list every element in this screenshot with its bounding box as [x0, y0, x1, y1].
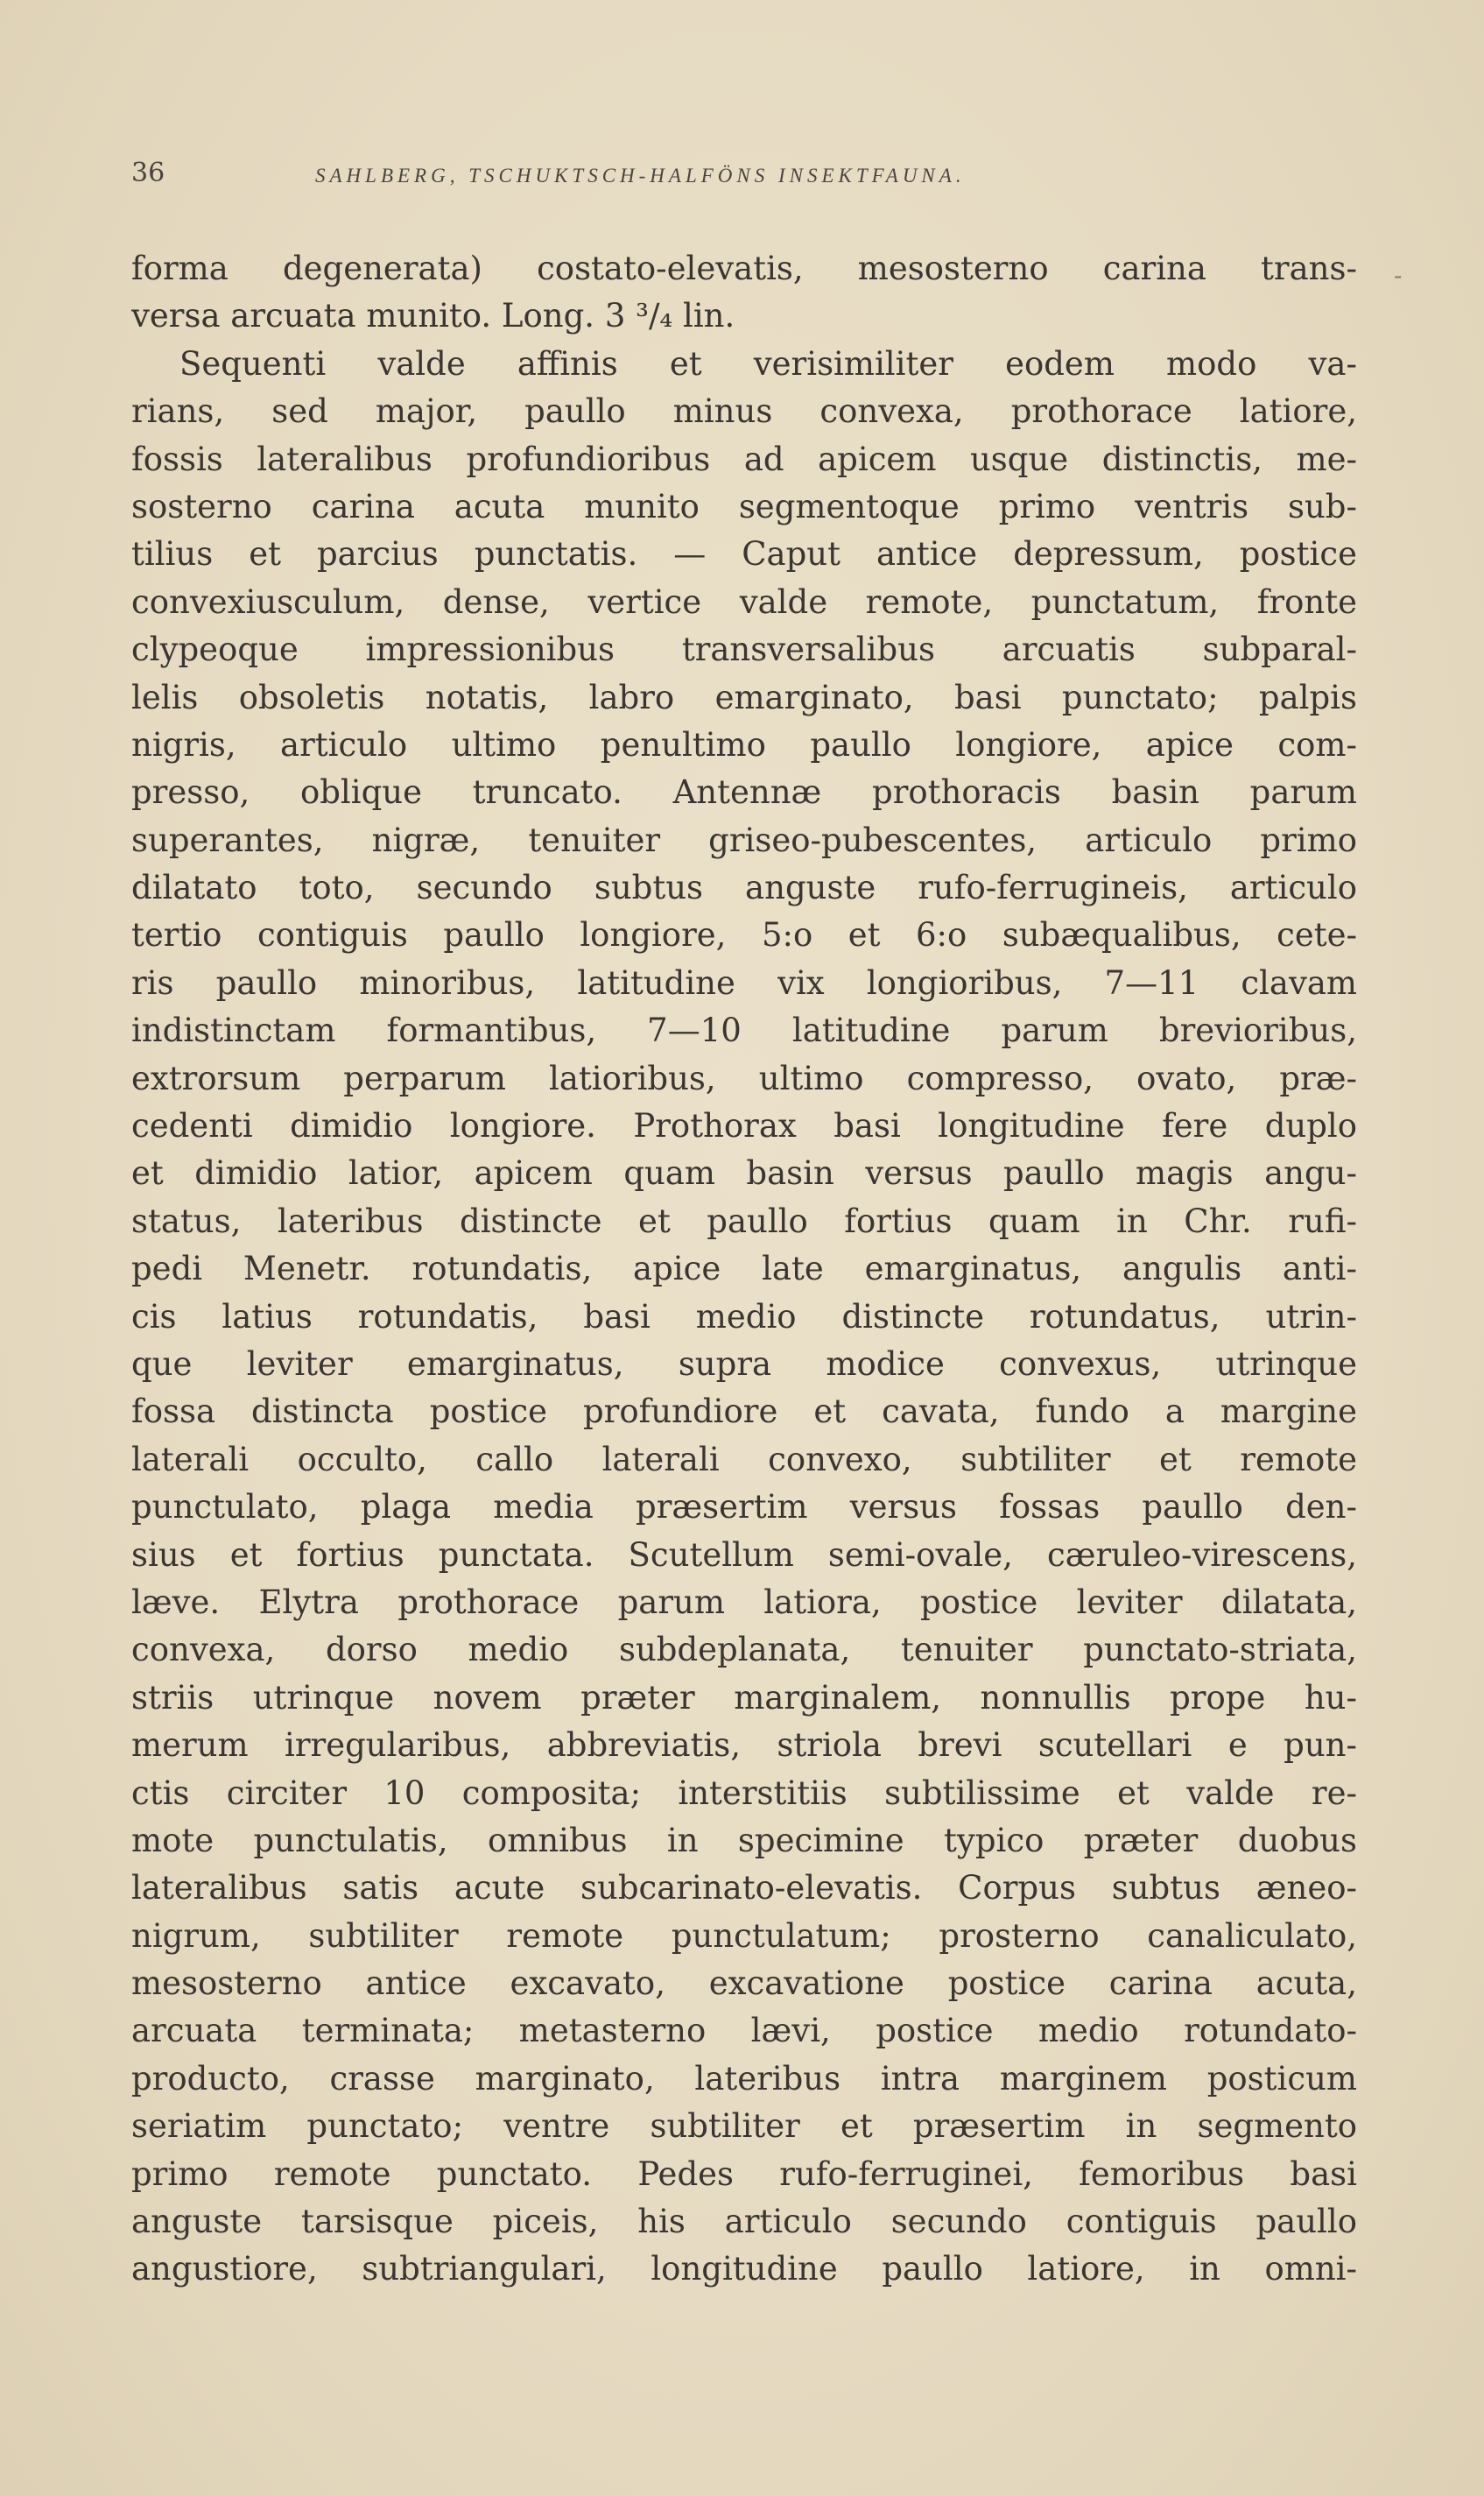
- text-line: fossa distincta postice profundiore et cavata, fundo a margine: [131, 1393, 1357, 1431]
- text-line: ris paullo minoribus, latitudine vix longioribus, 7—11 clavam: [131, 963, 1357, 1002]
- text-line: Sequenti valde affinis et verisimiliter eodem modo va-: [179, 344, 1357, 383]
- body-text: [131, 245, 1357, 2294]
- text-line: anguste tarsisque piceis, his articulo secundo contiguis paullo: [131, 2203, 1357, 2241]
- running-head: SAHLBERG, TSCHUKTSCH-HALFÖNS INSEKTFAUNA.: [315, 165, 966, 187]
- text-line: forma degenerata) costato-elevatis, mesosterno carina trans-: [131, 250, 1357, 287]
- text-line: seriatim punctato; ventre subtiliter et præsertim in segmento: [131, 2107, 1357, 2146]
- text-line: versa arcuata munito. Long. 3 ³/₄ lin.: [131, 297, 735, 335]
- text-line: et dimidio latior, apicem quam basin versus paullo magis angu-: [131, 1154, 1357, 1193]
- text-line: convexa, dorso medio subdeplanata, tenuiter punctato-striata,: [131, 1631, 1357, 1669]
- page-header: [131, 158, 1383, 201]
- text-line: angustiore, subtriangulari, longitudine paullo latiore, in omni-: [131, 2250, 1357, 2288]
- text-line: ctis circiter 10 composita; interstitiis subtilissime et valde re-: [131, 1773, 1357, 1812]
- text-line: læve. Elytra prothorace parum latiora, postice leviter dilatata,: [131, 1583, 1357, 1621]
- text-line: superantes, nigræ, tenuiter griseo-pubescentes, articulo primo: [131, 821, 1357, 859]
- text-line: arcuata terminata; metasterno lævi, postice medio rotundato-: [131, 2012, 1357, 2050]
- text-line: pedi Menetr. rotundatis, apice late emarginatus, angulis anti-: [131, 1250, 1357, 1288]
- text-line: nigris, articulo ultimo penultimo paullo longiore, apice com-: [131, 725, 1357, 764]
- text-line: tilius et parcius punctatis. — Caput antice depressum, postice: [131, 535, 1357, 574]
- text-line: dilatato toto, secundo subtus anguste rufo-ferrugineis, articulo: [131, 869, 1357, 907]
- text-line: nigrum, subtiliter remote punctulatum; prosterno canaliculato,: [131, 1916, 1357, 1955]
- text-line: clypeoque impressionibus transversalibus arcuatis subparal-: [131, 631, 1357, 669]
- text-line: cedenti dimidio longiore. Prothorax basi longitudine fere duplo: [131, 1107, 1357, 1146]
- margin-mark: -: [1394, 261, 1403, 290]
- text-line: mote punctulatis, omnibus in specimine typico præter duobus: [131, 1821, 1357, 1859]
- text-line: punctulato, plaga media præsertim versus fossas paullo den-: [131, 1488, 1357, 1527]
- text-line: presso, oblique truncato. Antennæ prothoracis basin parum: [131, 773, 1357, 812]
- text-line: cis latius rotundatis, basi medio distincte rotundatus, utrin-: [131, 1297, 1357, 1336]
- text-line: sosterno carina acuta munito segmentoque primo ventris sub-: [131, 487, 1357, 525]
- text-line: rians, sed major, paullo minus convexa, prothorace latiore,: [131, 392, 1357, 431]
- text-line: status, lateribus distincte et paullo fortius quam in Chr. rufi-: [131, 1202, 1357, 1240]
- text-line: fossis lateralibus profundioribus ad apicem usque distinctis, me-: [131, 440, 1357, 478]
- text-line: merum irregularibus, abbreviatis, striola brevi scutellari e pun-: [131, 1726, 1357, 1765]
- text-line: que leviter emarginatus, supra modice convexus, utrinque: [131, 1344, 1357, 1383]
- page-number: 36: [131, 158, 165, 188]
- text-line: primo remote punctato. Pedes rufo-ferruginei, femoribus basi: [131, 2154, 1357, 2193]
- text-line: mesosterno antice excavato, excavatione postice carina acuta,: [131, 1964, 1357, 2003]
- text-line: lateralibus satis acute subcarinato-elevatis. Corpus subtus æneo-: [131, 1869, 1357, 1907]
- text-line: striis utrinque novem præter marginalem, nonnullis prope hu-: [131, 1678, 1357, 1717]
- text-line: tertio contiguis paullo longiore, 5:o et 6:o subæqualibus, cete-: [131, 916, 1357, 955]
- text-line: convexiusculum, dense, vertice valde remote, punctatum, fronte: [131, 582, 1357, 621]
- text-line: sius et fortius punctata. Scutellum semi-ovale, cæruleo-virescens,: [131, 1535, 1357, 1574]
- text-line: lelis obsoletis notatis, labro emarginato, basi punctato; palpis: [131, 678, 1357, 716]
- text-line: laterali occulto, callo laterali convexo, subtiliter et remote: [131, 1440, 1357, 1478]
- text-line: extrorsum perparum latioribus, ultimo compresso, ovato, præ-: [131, 1059, 1357, 1097]
- text-line: producto, crasse marginato, lateribus intra marginem posticum: [131, 2059, 1357, 2098]
- text-line: indistinctam formantibus, 7—10 latitudine parum brevioribus,: [131, 1012, 1357, 1050]
